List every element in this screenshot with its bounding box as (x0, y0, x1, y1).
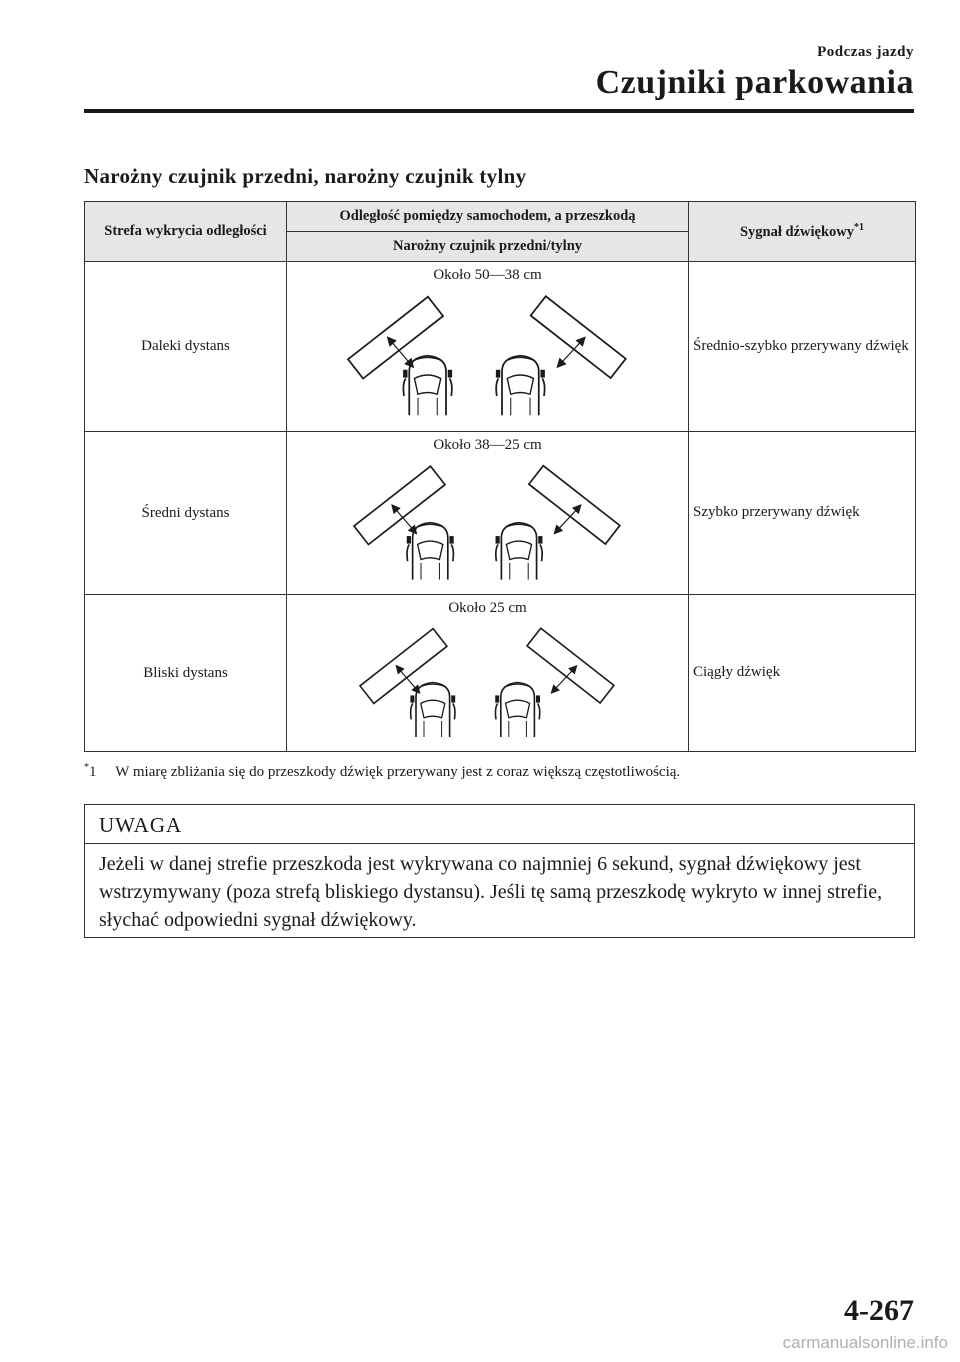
watermark: carmanualsonline.info (782, 1333, 948, 1352)
header-distance: Odległość pomiędzy samochodem, a przeszkodą (287, 202, 689, 232)
signal-near: Ciągły dźwięk (689, 595, 916, 752)
figure-far (287, 262, 689, 432)
far-distance-diagram (338, 284, 638, 424)
zone-near: Bliski dystans (85, 595, 287, 752)
footnote-text: W miarę zbliżania się do przeszkody dźwięk przerywany jest z coraz większą częstotliwością. (115, 764, 681, 780)
table-row (85, 595, 916, 752)
distance-label-medium: Około 38―25 cm (433, 437, 542, 453)
signal-far: Średnio-szybko przerywany dźwięk (689, 262, 916, 432)
note-body: Jeżeli w danej strefie przeszkoda jest wykrywana co najmniej 6 sekund, sygnał dźwiękowy jest wstrzymywany (poza strefą bliskiego dystansu). Jeśli tę samą przeszkodę wykryto w innej strefie, słychać odpowiedni sygnał dźwiękowy. (99, 853, 883, 931)
section-title: Narożny czujnik przedni, narożny czujnik tylny (84, 164, 527, 188)
figure-near (287, 595, 689, 752)
page-number: 4-267 (844, 1294, 914, 1327)
medium-distance-diagram (338, 454, 638, 588)
near-distance-diagram (338, 617, 638, 745)
parking-sensor-table (84, 201, 916, 752)
footnote (84, 762, 680, 781)
note-box (84, 804, 915, 938)
header-rule (84, 109, 914, 113)
header-signal-footnote: *1 (854, 222, 864, 234)
table-row (85, 262, 916, 432)
distance-label-far: Około 50―38 cm (433, 267, 542, 283)
figure-medium (287, 432, 689, 595)
zone-far: Daleki dystans (85, 262, 287, 432)
header-title: Czujniki parkowania (595, 64, 914, 101)
header-distance-sub: Narożny czujnik przedni/tylny (287, 232, 689, 262)
header-zone: Strefa wykrycia odległości (85, 202, 287, 262)
footnote-marker: * (84, 762, 89, 773)
table-row (85, 432, 916, 595)
signal-medium: Szybko przerywany dźwięk (689, 432, 916, 595)
header-signal (689, 202, 916, 262)
zone-medium: Średni dystans (85, 432, 287, 595)
note-heading: UWAGA (85, 805, 914, 844)
distance-label-near: Około 25 cm (448, 600, 527, 616)
header-subtitle: Podczas jazdy (817, 44, 914, 60)
header-signal-label: Sygnał dźwiękowy (739, 223, 854, 240)
footnote-number: 1 (89, 764, 97, 780)
